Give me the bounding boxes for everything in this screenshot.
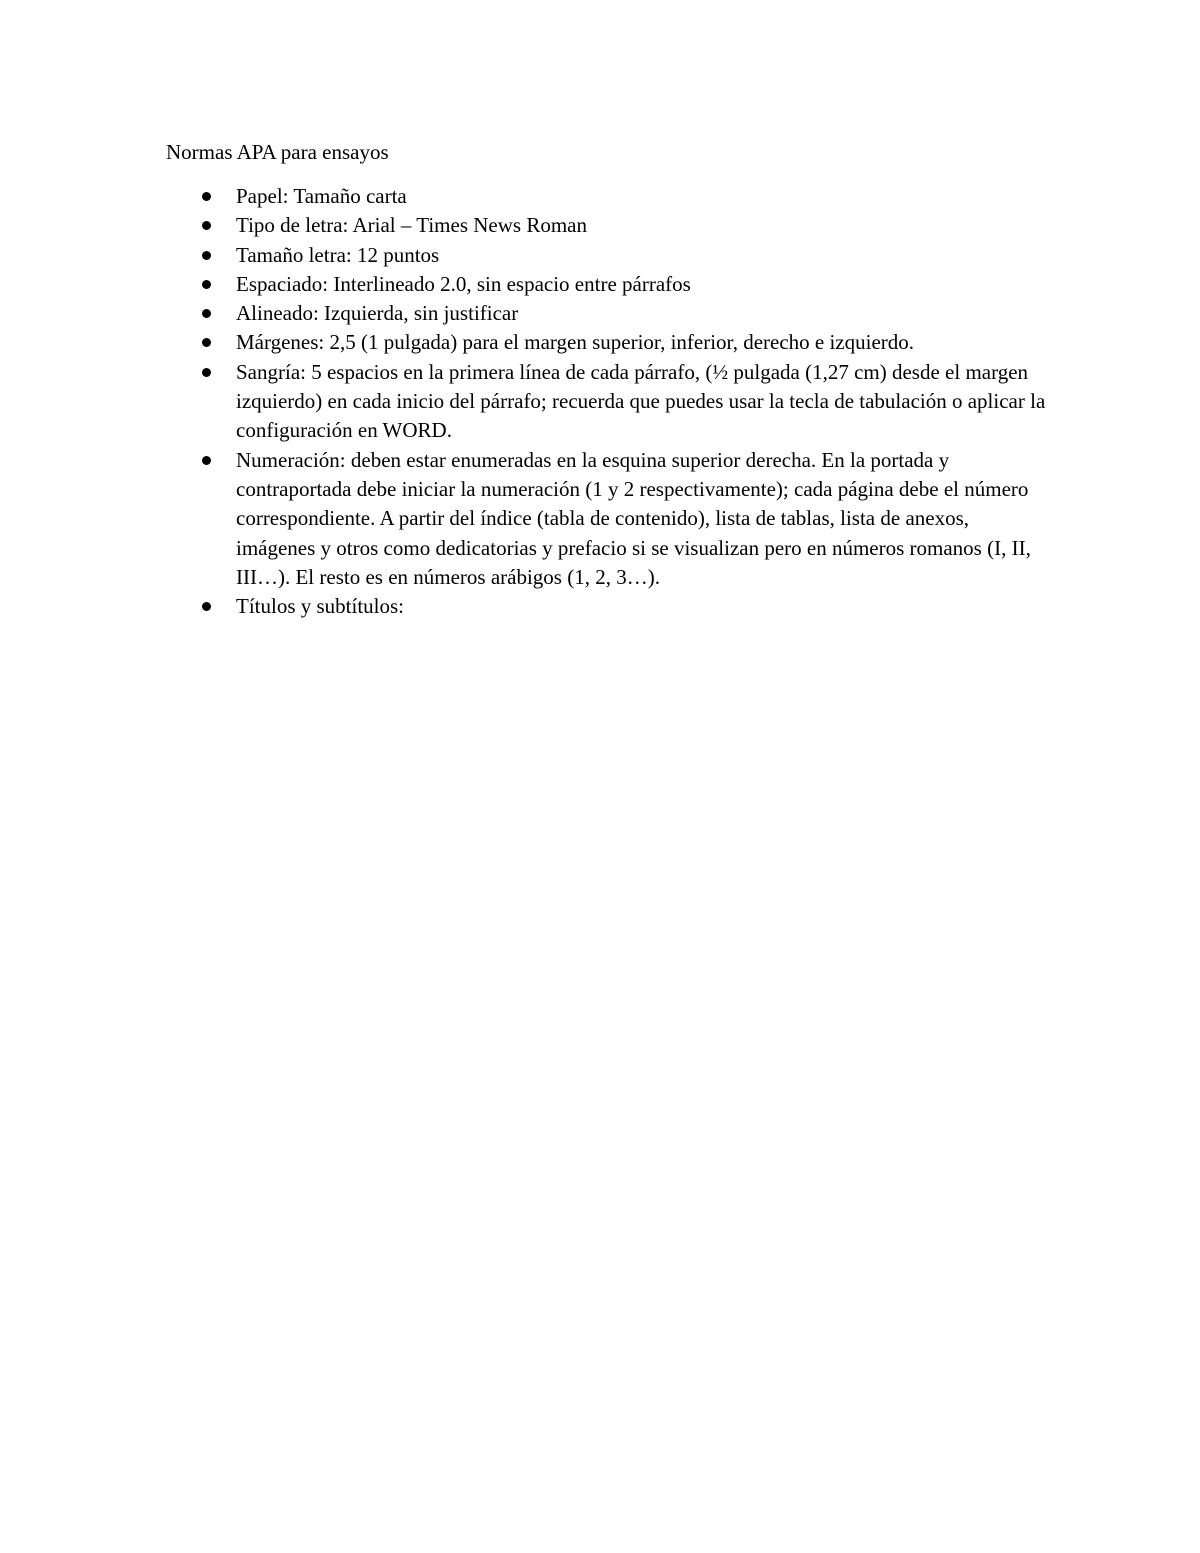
list-item-text: Tamaño letra: 12 puntos bbox=[236, 242, 440, 267]
bullet-icon bbox=[202, 456, 211, 465]
list-item-text: Alineado: Izquierda, sin justificar bbox=[236, 301, 519, 326]
document-body bbox=[166, 138, 1046, 621]
bullet-icon bbox=[202, 280, 211, 289]
bullet-list bbox=[166, 182, 1046, 621]
list-item-text: Tipo de letra: Arial – Times News Roman bbox=[236, 213, 587, 238]
bullet-icon bbox=[202, 368, 211, 377]
bullet-icon bbox=[202, 251, 211, 260]
list-item bbox=[166, 358, 1046, 446]
list-item-text: Numeración: deben estar enumeradas en la esquina superior derecha. En la portada y contraportada debe iniciar la numeración (1 y 2 respectivamente); cada página debe el número correspondiente. A partir del índice (tabla de contenido), lista de tablas, lista de anexos, imágenes y otros como dedicatorias y prefacio si se visualizan pero en números romanos (I, II, III…). El resto es en números arábigos (1, 2, 3…). bbox=[236, 447, 1031, 589]
list-item bbox=[166, 299, 1046, 328]
list-item bbox=[166, 241, 1046, 270]
bullet-icon bbox=[202, 192, 211, 201]
list-item bbox=[166, 446, 1046, 592]
list-item-text: Espaciado: Interlineado 2.0, sin espacio entre párrafos bbox=[236, 271, 691, 296]
list-item-text: Sangría: 5 espacios en la primera línea de cada párrafo, (½ pulgada (1,27 cm) desde el margen izquierdo) en cada inicio del párrafo; recuerda que puedes usar la tecla de tabulación o aplicar la configuración en WORD. bbox=[236, 359, 1046, 443]
list-item bbox=[166, 211, 1046, 240]
list-item-text: Papel: Tamaño carta bbox=[236, 184, 407, 208]
bullet-icon bbox=[202, 221, 211, 230]
bullet-icon bbox=[202, 338, 211, 347]
list-item bbox=[166, 328, 1046, 357]
bullet-icon bbox=[202, 309, 211, 318]
list-item bbox=[166, 592, 1046, 621]
bullet-icon bbox=[202, 602, 211, 611]
list-item-text: Márgenes: 2,5 (1 pulgada) para el margen superior, inferior, derecho e izquierdo. bbox=[236, 330, 915, 355]
document-title: Normas APA para ensayos bbox=[166, 140, 389, 164]
list-item bbox=[166, 182, 1046, 211]
list-item-text: Títulos y subtítulos: bbox=[236, 594, 405, 619]
list-item bbox=[166, 270, 1046, 299]
